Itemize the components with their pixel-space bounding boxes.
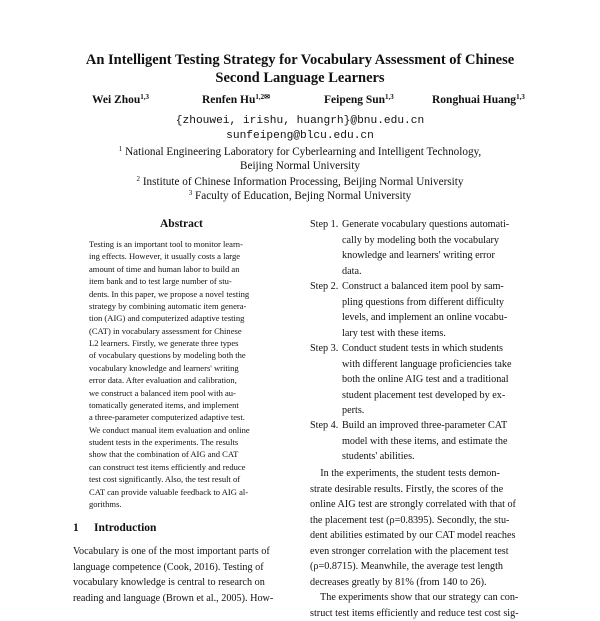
- body-line: Vocabulary is one of the most important parts of: [73, 544, 299, 560]
- experiments-paragraph: [310, 466, 542, 590]
- abstract-line: gorithms.: [89, 498, 279, 510]
- abstract-line: of vocabulary questions by modeling both the: [89, 349, 279, 361]
- abstract-line: Testing is an important tool to monitor learn-: [89, 238, 279, 250]
- step-line: Build an improved three-parameter CAT: [342, 418, 542, 434]
- abstract-line: tomatically generated items, and implement: [89, 399, 279, 411]
- abstract-line: tion (AIG) and computerized adaptive testing: [89, 312, 279, 324]
- introduction-body: [73, 544, 299, 606]
- abstract-line: student tests in the experiments. The results: [89, 436, 279, 448]
- body-line: The experiments show that our strategy can con-: [310, 590, 542, 606]
- body-line: strate desirable results. Firstly, the scores of the: [310, 482, 542, 498]
- step-line: Generate vocabulary questions automati-: [342, 217, 542, 233]
- author-renfen-hu: Renfen $Hu^{1,2✉}$: [202, 93, 270, 106]
- abstract-line: we construct a balanced item pool with au-: [89, 387, 279, 399]
- step-line: cally by modeling both the vocabulary: [342, 233, 542, 249]
- step-line: knowledge and learners' writing error: [342, 248, 542, 264]
- body-line: decreases greatly by 81% (from 140 to 26).: [310, 575, 542, 591]
- body-line: the placement test (ρ=0.8395). Secondly, the stu-: [310, 513, 542, 529]
- step-line: pling questions from different difficulty: [342, 295, 542, 311]
- abstract-line: amount of time and human labor to build an: [89, 263, 279, 275]
- body-line: language competence (Cook, 2016). Testing of: [73, 560, 299, 576]
- abstract-line: a three-parameter computerized adaptive test.: [89, 411, 279, 423]
- step-line: levels, and implement an online vocabu-: [342, 310, 542, 326]
- paper-title-line-2: Second Language Learners: [60, 69, 540, 87]
- step-label: Step 1.: [310, 217, 338, 233]
- author-ronghuai-huang: Ronghuai Huang$^{1,3}$: [432, 93, 525, 106]
- author-wei-zhou: Wei Zhou$^{1,3}$: [92, 93, 149, 106]
- abstract-heading: Abstract: [160, 218, 203, 230]
- step-line: model with these items, and estimate the: [342, 434, 542, 450]
- affiliation-1: $^1$ National Engineering Laboratory for Cyberlearning and Intelligent Technology,: [40, 145, 560, 158]
- abstract-line: strategy by combining automatic item genera-: [89, 300, 279, 312]
- body-line: online AIG test are strongly correlated with that of: [310, 497, 542, 513]
- step-line: student placement test developed by ex-: [342, 388, 542, 404]
- body-line: struct test items efficiently and reduce test cost sig-: [310, 606, 542, 621]
- body-line: In the experiments, the student tests demon-: [310, 466, 542, 482]
- step-line: data.: [342, 264, 542, 280]
- email-line-2: sunfeipeng@blcu.edu.cn: [60, 130, 540, 142]
- body-line: even stronger correlation with the placement test: [310, 544, 542, 560]
- body-line: dent abilities estimated by our CAT model reaches: [310, 528, 542, 544]
- affiliation-1-cont: Beijing Normal University: [40, 160, 560, 172]
- abstract-line: We conduct manual item evaluation and online: [89, 424, 279, 436]
- author-feipeng-sun: Feipeng Sun$^{1,3}$: [324, 93, 394, 106]
- affiliation-3: $^3$ Faculty of Education, Bejing Normal University: [40, 189, 560, 202]
- abstract-line: show that the combination of AIG and CAT: [89, 448, 279, 460]
- step-line: Conduct student tests in which students: [342, 341, 542, 357]
- abstract-line: (CAT) in vocabulary assessment for Chinese: [89, 325, 279, 337]
- abstract-line: test cost significantly. Also, the test result of: [89, 473, 279, 485]
- email-line-1: {zhouwei, irishu, huangrh}@bnu.edu.cn: [60, 115, 540, 127]
- paper-title-line-1: An Intelligent Testing Strategy for Vocabulary Assessment of Chinese: [60, 51, 540, 69]
- abstract-line: ing effects. However, it usually costs a large: [89, 250, 279, 262]
- body-line: vocabulary knowledge is central to research on: [73, 575, 299, 591]
- step-line: lary test with these items.: [342, 326, 542, 342]
- abstract-line: can construct test items efficiently and reduce: [89, 461, 279, 473]
- step-line: with different language proficiencies take: [342, 357, 542, 373]
- affiliation-2: $^2$ Institute of Chinese Information Processing, Beijing Normal University: [40, 175, 560, 188]
- step-label: Step 2.: [310, 279, 338, 295]
- conclusion-paragraph: [310, 590, 542, 621]
- abstract-line: CAT can provide valuable feedback to AIG al-: [89, 486, 279, 498]
- body-line: reading and language (Brown et al., 2005). How-: [73, 591, 299, 607]
- step-line: students' abilities.: [342, 449, 542, 465]
- abstract-line: L2 learners. Firstly, we generate three types: [89, 337, 279, 349]
- abstract-body: [89, 238, 279, 510]
- step-label: Step 4.: [310, 418, 338, 434]
- step-line: Construct a balanced item pool by sam-: [342, 279, 542, 295]
- abstract-line: error data. After evaluation and calibration,: [89, 374, 279, 386]
- step-line: both the online AIG test and a traditional: [342, 372, 542, 388]
- abstract-line: dents. In this paper, we propose a novel testing: [89, 288, 279, 300]
- step-label: Step 3.: [310, 341, 338, 357]
- step-line: perts.: [342, 403, 542, 419]
- introduction-heading: 1 Introduction: [73, 522, 156, 534]
- abstract-line: item bank and to test large number of stu-: [89, 275, 279, 287]
- body-line: (ρ=0.8715). Meanwhile, the average test length: [310, 559, 542, 575]
- abstract-line: vocabulary knowledge and learners' writing: [89, 362, 279, 374]
